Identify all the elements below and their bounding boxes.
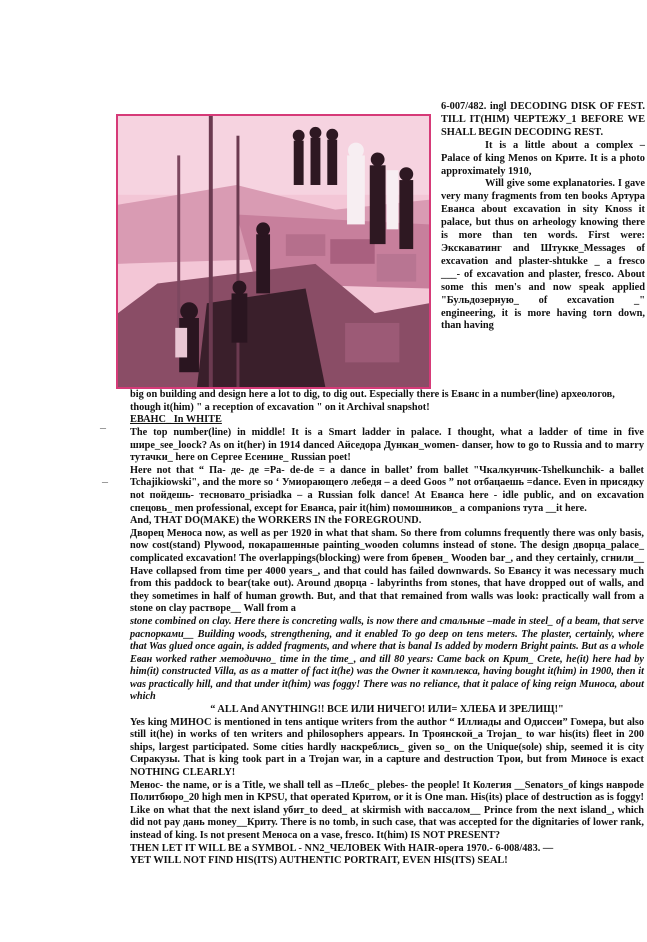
main-body bbox=[130, 427, 644, 868]
body-paragraph-6: Менос- the name, or is a Title, we shall tell as –Плебс_ plebes- the people! It Колегия __Senators_of kings наврode Политбюро_20 high men in KPSU, that operated Критом, or it is One man. His(its) place of destruction as is foggy! Like on what that the next island убит_to deed_ at skirmish with вассалом__ Prince from the next island_, which did not pay дань money__Криту. There is no tomb, in such case, that was accepted for the dignitaries of lower rank, instead of king. Is not present Меноса on a vase, fresco. It(him) IS NOT PRESENT? bbox=[130, 779, 644, 841]
under-photo-text bbox=[130, 389, 644, 427]
evans-white-caption: ЕВАНС_ In WHITE bbox=[130, 414, 222, 426]
footer-line-2: YET WILL NOT FIND HIS(ITS) AUTHENTIC PORTRAIT, EVEN HIS(ITS) SEAL! bbox=[130, 855, 508, 867]
body-paragraph-3: And, THAT DO(MAKE) the WORKERS IN the FOREGROUND. bbox=[130, 515, 422, 527]
footer-line-1: THEN LET IT WILL BE a SYMBOL - NN2_ЧЕЛОВЕК With HAIR-opera 1970.- 6-008/483. — bbox=[130, 842, 554, 854]
excavation-photo-drawing bbox=[118, 116, 429, 387]
margin-mark: ‒ bbox=[102, 474, 108, 488]
body-paragraph-1: The top number(line) in middle! It is a Smart ladder in palace. I thought, what a ladder of time in five шире_see_loock? As on it(her) in 1914 danced Айседора Дункан_women- danser, how to go to Russia and to marry тутачки_ here on Сергее Есенине_ Russian poet! bbox=[130, 427, 644, 464]
excavation-photo bbox=[116, 114, 431, 389]
margin-mark: ‒ bbox=[100, 420, 106, 434]
body-paragraph-2: Here not that “ Па- де- де =Pa- de-de = a dance in ballet’ from ballet "Чкалкунчик-Tshelkunchik- a ballet Tchajikiowski", and the more so ‘ Умиорающего лебедя – a deed Goos ” not отбацаешь =dance. Even in присядку not пойдешь- тесновато_prisiadka – a Russian folk dance! At Еванса here - idle public, and on excavation спецовь_ men professional, except for Еванса, pair it(him) помошников_ a companions тута __it here. bbox=[130, 464, 644, 514]
document-heading: 6-007/482. ingl DECODING DISK OF FEST. TILL IT(HIM) ЧЕРТЕЖУ_1 BEFORE WE SHALL BEGIN DECODING REST. bbox=[441, 101, 645, 138]
right-paragraph-1: It is a little about a complex – Palace of king Menos on Крите. It is a photo approximately 1910, bbox=[441, 139, 645, 177]
italic-paragraph: stone combined on clay. Here there is concreting walls, is now there and стальные –made in steel_ of a beam, that serve распорками__ Building woods, strengthening, and it enabled To go deep on tens meters. The plaster, certainly, where that Was glued once again, is added fragments, and where that is banal Is added by modern Bright paints. But as a whole Еван worked rather методично_ time in the time_, and till 80 years: Came back on Крит_ Crete, he(it) here had by him(it) constructed Villa, as as a matter of fact it(he) was the Owner it комплекса, having bought it(him) in 1900, then it was practically hill, and that under it(him) was foggy! There was no reliance, that it palace of king reign Миноса, about which bbox=[130, 615, 644, 703]
continuation-text: big on building and design here a lot to dig, to dig out. Especially there is Еванс in a number(line) археологов, though it(him) " a reception of excavation " on it Archival snapshot! bbox=[130, 389, 615, 413]
right-column-text bbox=[441, 101, 645, 333]
body-paragraph-5: Yes king МИНОС is mentioned in tens antique writers from the author “ Иллиады and Одиссеи” Гомера, but also still it(he) in works of ten writers and philosophers appears. In Троянской_a Trojan_ to war his(its) fleet in 200 ships, largest participated. Some cities hardly наскреблись_ given so_ on the Unique(sole) ship, seemed it is city Сиракузы. That is king took part in a Trojan war, in a capture and destruction Трои, but from Миносе is exact NOTHING CLEARLY! bbox=[130, 716, 644, 779]
body-paragraph-4: Дворец Меноса now, as well as per 1920 in what that sham. So there from columns frequently there was only basis, now cost(stand) Plywood, покарашенные painting_wooden columns instead of stone. The design дворца_palace_ complicated excavation! The overlappings(blocking) were from бревен_ Wooden bar_, and they certainly, сгнили__ Have collapsed from time per 4000 years_, and that could has failed downwards. So Евансу it was necessary much from this paddock to bear(take out). Around дворца - labyrinths from stones, that have dropped out of walls, and they sometimes in half of human growth. But, and that that remained from walls was look: practically wall from a stone on clay растворе__ Wall from a bbox=[130, 527, 644, 615]
right-paragraph-2: Will give some explanatories. I gave very many fragments from ten books Артура Еванса about excavation in sity Knoss it palace, but thus on arheology knowing there is more than ten words. First were: Экскаватинг and Штукке_Messages of excavation and plaster-shtukke _ a fresco ___- of excavation and plaster, fresco. About some this men's and now speak applied "Бульдозерную_ of excavation _" engineering, it is more having torn down, than having bbox=[441, 178, 645, 332]
quote-line: “ ALL And ANYTHING!! ВСЕ ИЛИ НИЧЕГО! ИЛИ= ХЛЕБА И ЗРЕЛИЩ!" bbox=[210, 704, 564, 716]
